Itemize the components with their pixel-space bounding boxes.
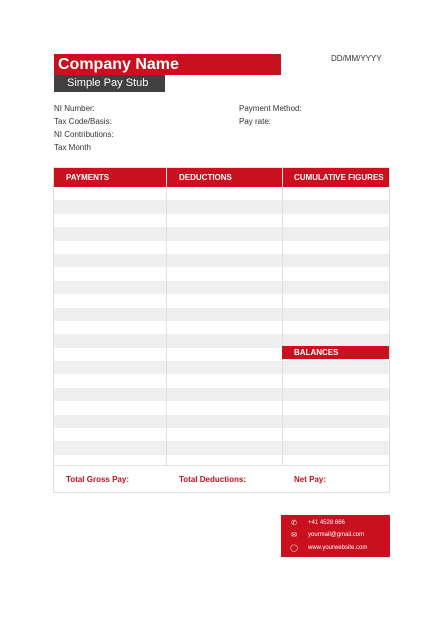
table-row <box>54 428 389 441</box>
total-deductions-label: Total Deductions: <box>179 475 246 484</box>
website-url: www.yourwebsite.com <box>308 545 368 551</box>
document-title: Simple Pay Stub <box>54 75 165 92</box>
table-row <box>54 294 389 307</box>
table-row <box>54 415 389 428</box>
column-divider <box>282 168 283 465</box>
cumulative-figures-header: CUMULATIVE FIGURES <box>294 173 384 182</box>
table-row <box>54 254 389 267</box>
deductions-header: DEDUCTIONS <box>179 173 232 182</box>
totals-divider <box>54 465 389 466</box>
net-pay-label: Net Pay: <box>294 475 327 484</box>
contact-box <box>281 515 390 557</box>
payment-method-label: Payment Method: <box>239 104 302 113</box>
table-row <box>54 388 389 401</box>
table-row <box>54 281 389 294</box>
table-row <box>54 227 389 240</box>
total-gross-pay-label: Total Gross Pay: <box>66 475 129 484</box>
company-name: Company Name <box>54 54 281 75</box>
contact-email <box>281 529 390 542</box>
pay-stub-table <box>53 167 390 493</box>
globe-icon: ◯ <box>290 545 298 552</box>
tax-month-label: Tax Month <box>54 143 91 152</box>
table-body <box>54 187 389 465</box>
table-row <box>54 374 389 387</box>
payment-info <box>239 102 302 128</box>
table-row <box>54 401 389 414</box>
column-divider <box>166 168 167 465</box>
table-row <box>54 441 389 454</box>
table-row <box>54 214 389 227</box>
table-row <box>54 200 389 213</box>
table-header <box>54 168 389 187</box>
tax-code-label: Tax Code/Basis: <box>54 117 112 126</box>
phone-number: +41 4528 666 <box>308 520 345 526</box>
table-row <box>54 321 389 334</box>
contact-website <box>281 542 390 555</box>
date-field: DD/MM/YYYY <box>331 54 382 63</box>
table-row <box>54 267 389 280</box>
table-row <box>54 241 389 254</box>
ni-number-label: NI Number: <box>54 104 95 113</box>
ni-contributions-label: NI Contributions: <box>54 130 114 139</box>
table-row <box>54 308 389 321</box>
pay-rate-label: Pay rate: <box>239 117 272 126</box>
email-address: yourmail@gmail.com <box>308 532 365 538</box>
employee-info <box>54 102 114 154</box>
balances-header: BALANCES <box>282 346 389 359</box>
payments-header: PAYMENTS <box>66 173 110 182</box>
mail-icon: ✉ <box>291 532 297 539</box>
table-row <box>54 361 389 374</box>
phone-icon: ✆ <box>291 520 297 527</box>
table-row <box>54 187 389 200</box>
